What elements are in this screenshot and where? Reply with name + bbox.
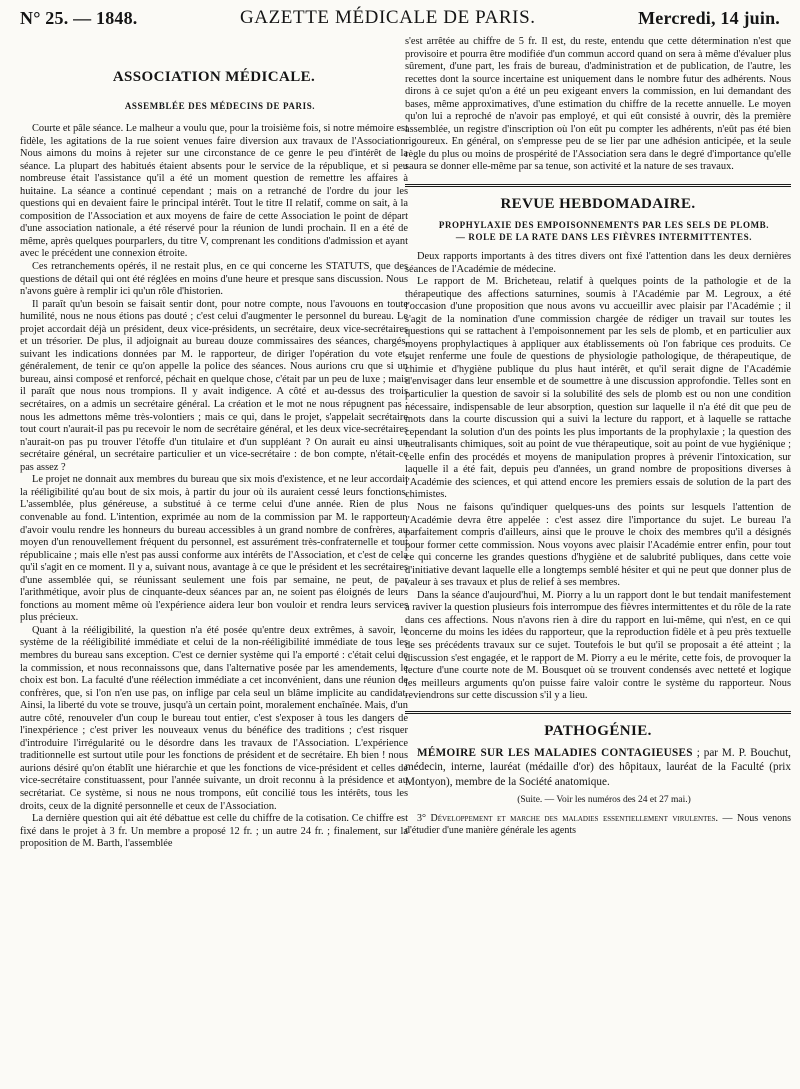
issue-date: Mercredi, 14 juin. — [638, 7, 780, 28]
paragraph: Courte et pâle séance. Le malheur a voulu que, pour la troisième fois, si notre mémoire est fidèle, les agitations de la rue soient venues faire diversion aux travaux de l'Association. Nous aimons du moins à rejeter sur une circonstance de ce genre le peu d'intérêt de la séance. La plupart des habitués étaient absents pour le service de la république, et si peu nombreuse était l'assistance qu'il a été un moment question de remettre les affaires à huitaine. La séance a continué cependant ; mais on a retranché de l'ordre du jour les questions qui en devaient faire le principal intérêt. Tout le titre II relatif, comme on sait, à la composition de l'Association et aux moyens de faire de cette Association le point de départ d'une association nationale, a été réservé pour la réunion de lundi prochain. Il en a été de même, après quelques pourparlers, du titre V, comprenant les conditions d'admission et ayant avec le précédent une connexion étroite. — [20, 123, 408, 260]
right-column — [405, 36, 791, 1088]
article-opening — [405, 813, 791, 838]
paragraph: Deux rapports importants à des titres divers ont fixé l'attention dans les deux dernières séances de l'Académie de médecine. — [405, 251, 791, 275]
article-opening-text: — Nous venons d'étudier d'une manière générale les agents — [405, 812, 791, 837]
paragraph: Il paraît qu'un besoin se faisait sentir dont, pour notre compte, nous l'avouons en toute humilité, nous ne nous étions pas douté ; c'est celui d'augmenter le personnel du bureau. Le projet accordait déjà un président, deux vice-présidents, un secrétaire, deux vice-secrétaires et un trésorier. De plus, il adjoignait au bureau douze commissaires des séances, chargés, suivant les indications données par M. le rapporteur, de diriger l'opération du vote et, généralement, de tenir ce qu'on appelle la police des séances. Nous aurions cru que si un bureau, ainsi composé et renforcé, péchait en quelque chose, c'était par un peu de luxe ; mais il paraît que nous nous trompions. Il y avait indigence. A côté et au-dessus des trois secrétaires, on a admis un secrétaire général. La création et le mot ne nous répugnent pas ; nous les admettons même très-volontiers ; mais ce qui, dans le projet, s'appelait secrétaire tout court n'aurait-il pas pu recevoir le nom de secrétaire général, et les deux vice-secrétaires n'aurait-on pas pu trouver l'étoffe d'un titulaire et d'un suppléant ? On aurait eu ainsi un secrétaire général, un secrétaire particulier et un vice-secrétaire : de bon compte, n'était-ce pas assez ? — [20, 298, 408, 473]
section-title-pathogenie: PATHOGÉNIE. — [544, 722, 652, 739]
paragraph: Quant à la rééligibilité, la question n'a été posée qu'entre deux extrêmes, à savoir, le système de la rééligibilité immédiate et celui de la non-rééligibilité immédiate de tous les membres du bureau sans exception. C'est ce dernier système qui l'a emporté : c'était celui de la commission, et nous reconnaissons que, dans l'alternative posée par les amendements, le choix est bon. La faculté d'une réélection immédiate a cet inconvénient, dans une réunion de confrères, que, si l'on n'en use pas, on inflige par cela seul un blâme implicite au candidat. Ainsi, la liberté du vote se trouve, jusqu'à un certain point, moralement enchaînée. Mais, d'un autre côté, renouveler d'un coup le bureau tout entier, c'est s'exposer à tous les dangers de l'inexpérience ; c'est priver les nouveaux venus du bénéfice des traditions ; c'est risquer d'introduire l'irrégularité ou le désordre dans les travaux de l'Association. L'expérience traditionnelle est surtout utile pour les fonctions de président et de secrétaire. Eh bien ! nous aurions désiré qu'on établît une hiérarchie et que les fonctions de vice-président et celles de vice-secrétaire constituassent, pour l'année suivante, un droit reconnu à la présidence et au secrétariat. Ce système, si nous ne nous trompons, eût concilié tous les intérêts, tous les droits, ceux de la dignité personnelle et ceux de l'Association. — [20, 624, 408, 812]
paragraph: Le projet ne donnait aux membres du bureau que six mois d'existence, et ne leur accordait la rééligibilité qu'au bout de six mois, à partir du jour où ils auraient cessé leurs fonctions. L'assemblée, plus généreuse, a substitué à ce terme celui d'une année. Rien de plus convenable au fond. L'intention, exprimée au nom de la commission par M. le rapporteur, d'avoir voulu rendre les honneurs du bureau accessibles à un grand nombre de confrères, au moyen d'un renouvellement fréquent du personnel, est assurément très-confraternelle et tout républicaine ; mais elle n'est pas aussi conforme aux intérêts de l'Association, et c'est de cela qu'il s'agit en ce moment. Il y a, suivant nous, avantage à ce que le président et les secrétaires d'une assemblée qui, se réunissant seulement une fois par semaine, ne peut, de par l'arithmétique, avoir plus de cinquante-deux séances par an, ne soient pas éloignés de leurs fonctions au moment même où l'expérience aidera leur bon vouloir et rendra leurs services plus précieux. — [20, 474, 408, 624]
continuation-note: (Suite. — Voir les numéros des 24 et 27 mai.) — [517, 795, 691, 806]
paragraph: La dernière question qui ait été débattue est celle du chiffre de la cotisation. Ce chiffre est fixé dans le projet à 3 fr. Un membre a proposé 12 fr. ; un autre 24 fr. ; finalement, sur la proposition de M. Barth, l'assemblée — [20, 813, 408, 850]
masthead — [20, 4, 780, 32]
section-subtitle-prophylaxie: PROPHYLAXIE DES EMPOISONNEMENTS PAR LES SELS DE PLOMB. — [438, 220, 770, 231]
paragraph: Dans la séance d'aujourd'hui, M. Piorry a lu un rapport dont le but tendait manifestement à raviver la question plusieurs fois interrompue des fièvres intermittentes et du rôle de la rate dans ces affections. Nous n'avons rien à dire du rapport en lui-même, qui n'est, en ce qui concerne du moins les idées du rapporteur, que la reproduction fidèle et à peu près textuelle de ses précédents travaux sur ce sujet. Toutefois le but qu'il se proposait a été atteint ; la discussion s'est engagée, et le rapport de M. Piorry a eu le mérite, cette fois, de provoquer la lecture d'une courte note de M. Bousquet où se trouvent condensés avec netteté et logique les meilleurs arguments qu'on puisse faire valoir contre le système du rapporteur. Nous reviendrons sur cette discussion s'il y a lieu. — [405, 589, 791, 702]
article-title — [405, 746, 791, 790]
issue-number: N° 25. — 1848. — [20, 7, 138, 28]
section-title-revue: REVUE HEBDOMADAIRE. — [500, 196, 696, 213]
section-subtitle-rate: — ROLE DE LA RATE DANS LES FIÈVRES INTERMITTENTES. — [455, 232, 753, 243]
journal-title: GAZETTE MÉDICALE DE PARIS. — [239, 7, 536, 28]
section-subtitle-assemblee: ASSEMBLÉE DES MÉDECINS DE PARIS. — [124, 101, 316, 111]
paragraph: Ces retranchements opérés, il ne restait plus, en ce qui concerne les STATUTS, que des questions de détail qui ont été réglées en moins d'une heure et presque sans discussion. Nous n'avons guère à remplir ici qu'un rôle d'historien. — [20, 261, 408, 298]
paragraph: Nous ne faisons qu'indiquer quelques-uns des points sur lesquels l'attention de l'Académie devra être appelée : c'est assez dire l'importance du sujet. Le bureau l'a parfaitement compris d'ailleurs, ainsi que le prouve le choix des membres qu'il a désignés pour former cette commission. Nous voyons avec plaisir l'Académie entrer enfin, pour tout ce qui concerne les grandes questions d'hygiène et de salubrité publiques, dans cette voie d'initiative devant laquelle elle a longtemps semblé hésiter et qui ne peut que donner plus de valeur à ses travaux et plus de relief à ses membres. — [405, 501, 791, 589]
article-title-byline: ; par M. P. Bouchut, médecin, interne, lauréat (médaille d'or) des hôpitaux, lauréat de la Faculté (prix Montyon), membre de la Société anatomique. — [405, 746, 791, 788]
paragraph: s'est arrêtée au chiffre de 5 fr. Il est, du reste, entendu que cette détermination n'est que provisoire et pourra être modifiée d'un commun accord quand on sera à même d'évaluer plus sûrement, d'une part, les frais de bureau, d'administration et de publication, de l'autre, les recettes dont la source incertaine est uniquement dans le nombre futur des adhérents. Nous dirons à ce sujet qu'on a été un peu exigeant envers la commission, en lui demandant des bases, même approximatives, d'une estimation du chiffre de la recette annuelle. Le moyen qu'on lui a reproché de n'avoir pas employé, et qui eût consisté à ouvrir, dès la première assemblée, un registre d'inscription où l'on eût pu compter les adhérents, n'eût pas été bien rigoureux. En général, on s'empresse peu de se lier par une adhésion anticipée, et la seule règle du plus ou moins de prospérité de l'Association sera dans le degré d'importance qu'elle saura se donner elle-même par sa tenue, son activité et la nature de ses travaux. — [405, 36, 791, 173]
paragraph: Le rapport de M. Bricheteau, relatif à quelques points de la pathologie et de la thérapeutique des affections saturnines, soumis à l'Académie par M. Legroux, a été l'occasion d'une proposition que nous avons vu accueillir avec plaisir par l'Académie ; il s'agit de la nomination d'une commission chargée de rédiger un travail sur toutes les questions qui se rattachent à l'empoisonnement par les sels de plomb, et en particulier aux moyens prophylactiques à appliquer aux établissements où l'on fabrique ces produits. Ce sujet renferme une foule de questions de physiologie pathologique, de thérapeutique, de chimie et d'hygiène publique du plus haut intérêt, et qu'il serait digne de l'Académie d'envisager dans leur ensemble et de soumettre à une discussion approfondie. Telles sont en particulier la question de savoir si la solubilité des sels de plomb est ou non une condition nécessaire, indispensable de leur absorption, question sur laquelle il n'a été dit que peu de mots dans la courte discussion qui a suivi la lecture du rapport, et à laquelle se rattache cependant la solution d'un des points les plus importants de la prophylaxie ; la question des neutralisants chimiques, soit au point de vue thérapeutique, soit au point de vue hygiénique ; celle enfin des procédés et moyens de manipulation propres à prévenir l'intoxication, sur laquelle il a été fait, depuis peu d'années, un grand nombre de propositions diverses à l'Académie des sciences, et qui attend encore les premiers essais de solution de la part des chimistes. — [405, 276, 791, 501]
section-title-association: ASSOCIATION MÉDICALE. — [112, 69, 316, 85]
article-heading-caps: 3° Développement et marche des maladies essentiellement virulentes. — [417, 812, 719, 824]
article-title-caps: MÉMOIRE SUR LES MALADIES CONTAGIEUSES — [417, 746, 693, 759]
left-column — [20, 36, 408, 1088]
